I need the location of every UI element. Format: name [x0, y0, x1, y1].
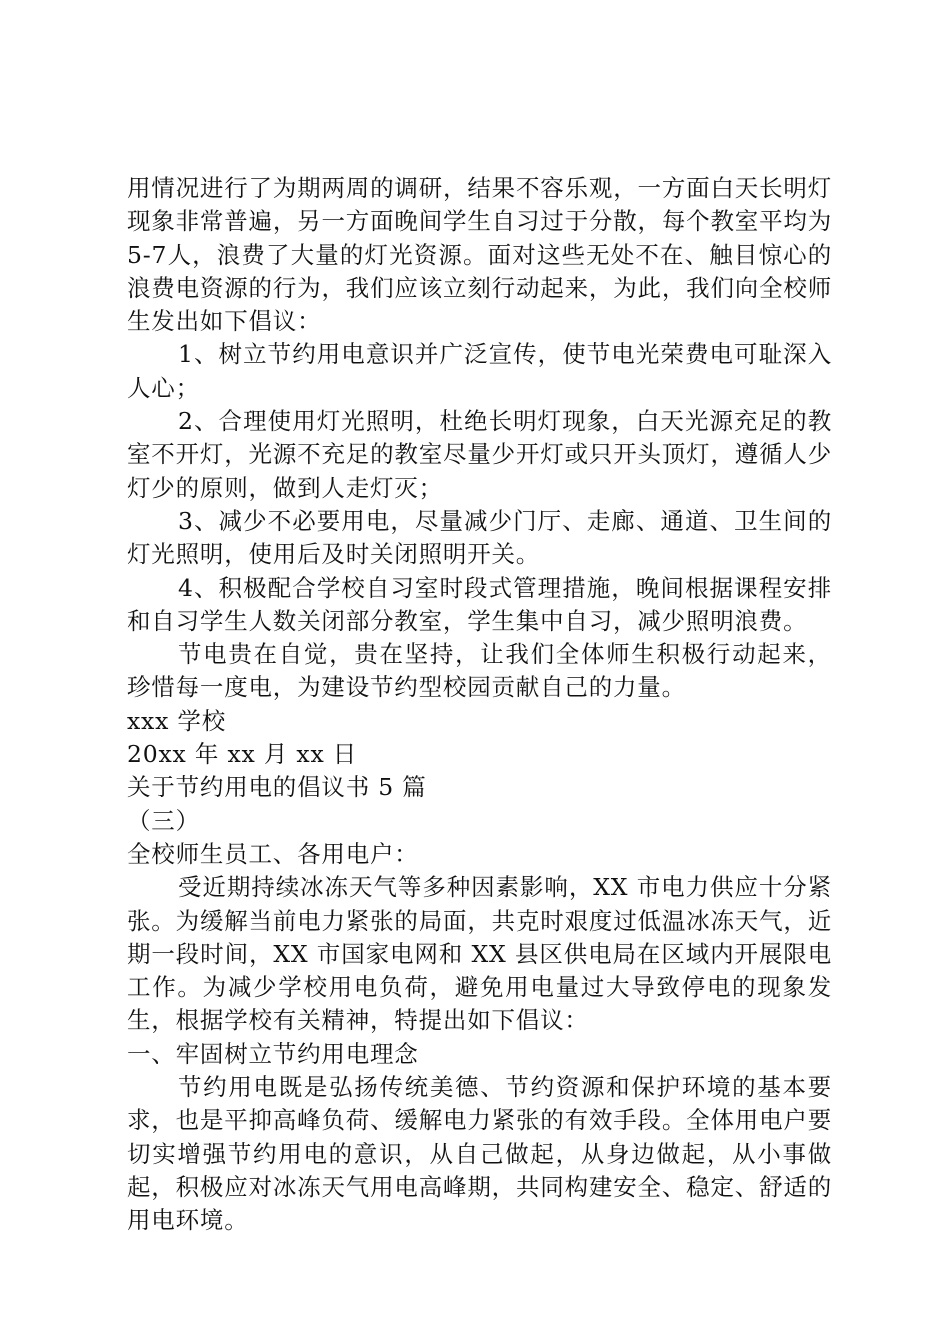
subheading-principle-1: 一、牢固树立节约用电理念	[127, 1039, 419, 1068]
paragraph-proposal-2: 2、合理使用灯光照明，杜绝长明灯现象，白天光源充足的教室不开灯，光源不充足的教室尽量少开灯或只开头顶灯，遵循人少灯少的原则，做到人走灯灭；	[127, 407, 832, 502]
document-body	[127, 172, 832, 1238]
section-number: （三）	[127, 806, 200, 835]
paragraph-intro-continuation: 用情况进行了为期两周的调研，结果不容乐观，一方面白天长明灯现象非常普遍，另一方面晚间学生自习过于分散，每个教室平均为5-7人，浪费了大量的灯光资源。面对这些无处不在、触目惊心的浪费电资源的行为，我们应该立刻行动起来，为此，我们向全校师生发出如下倡议：	[127, 174, 832, 336]
salutation: 全校师生员工、各用电户：	[127, 839, 419, 868]
paragraph-proposal-1: 1、树立节约用电意识并广泛宣传，使节电光荣费电可耻深入人心；	[127, 340, 832, 402]
paragraph-background: 受近期持续冰冻天气等多种因素影响，XX 市电力供应十分紧张。为缓解当前电力紧张的局面，共克时艰度过低温冰冻天气，近期一段时间，XX 市国家电网和 XX 县区供电局在区域内开展限电工作。为减少学校用电负荷，避免用电量过大导致停电的现象发生，根据学校有关精神，特提出如下倡议：	[127, 873, 832, 1035]
signature-date: 20xx 年 xx 月 xx 日	[127, 740, 358, 769]
paragraph-proposal-3: 3、减少不必要用电，尽量减少门厅、走廊、通道、卫生间的灯光照明，使用后及时关闭照明开关。	[127, 506, 832, 569]
section-heading: 关于节约用电的倡议书 5 篇	[127, 773, 427, 802]
signature-school: xxx 学校	[127, 706, 227, 735]
paragraph-proposal-4: 4、积极配合学校自习室时段式管理措施，晚间根据课程安排和自习学生人数关闭部分教室，学生集中自习，减少照明浪费。	[127, 573, 832, 635]
paragraph-closing: 节电贵在自觉，贵在坚持，让我们全体师生积极行动起来，珍惜每一度电，为建设节约型校园贡献自己的力量。	[127, 640, 832, 702]
paragraph-principle-1: 节约用电既是弘扬传统美德、节约资源和保护环境的基本要求，也是平抑高峰负荷、缓解电力紧张的有效手段。全体用电户要切实增强节约用电的意识，从自己做起，从身边做起，从小事做起，积极应对冰冻天气用电高峰期，共同构建安全、稳定、舒适的用电环境。	[127, 1073, 832, 1235]
